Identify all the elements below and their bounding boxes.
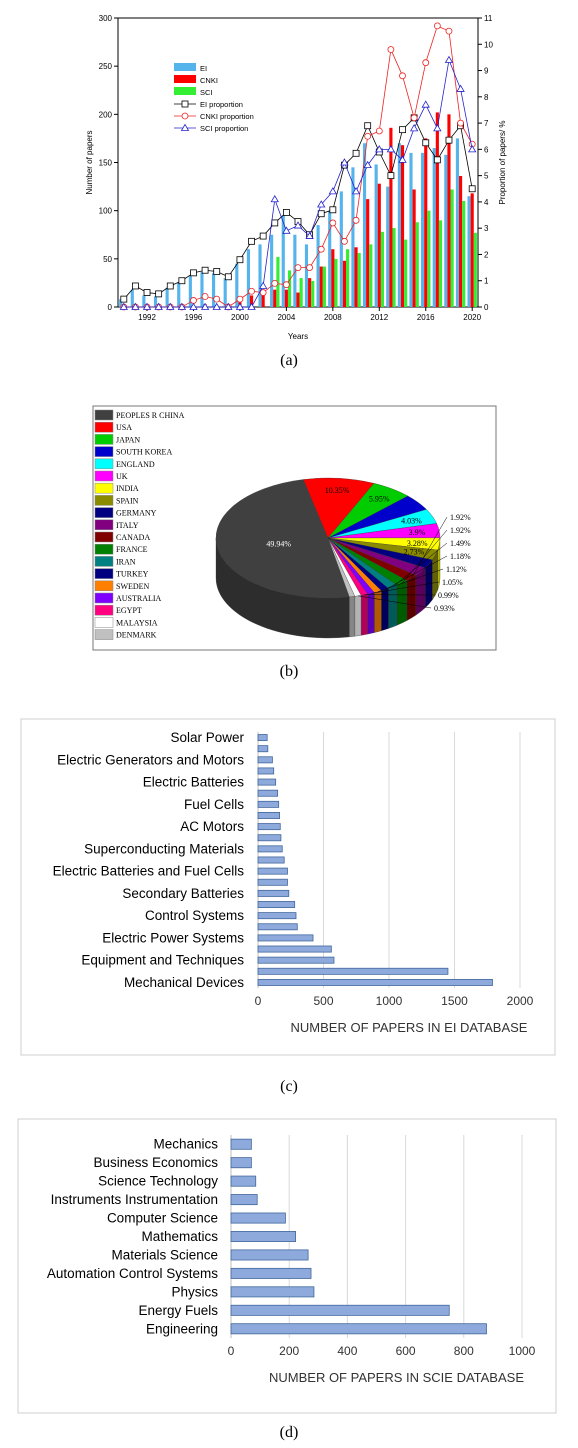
pie-label-france: 1.92% bbox=[450, 526, 471, 535]
marker-square bbox=[469, 186, 475, 192]
bar-cnki bbox=[343, 261, 346, 307]
line-ei-proportion bbox=[124, 118, 472, 299]
x-tick-label-a: 2008 bbox=[323, 313, 342, 322]
legend-label-a: CNKI proportion bbox=[200, 112, 254, 121]
bar-ei bbox=[317, 225, 320, 307]
legend-label-b: TURKEY bbox=[116, 569, 149, 579]
bar-sci bbox=[381, 232, 384, 307]
bar-ei bbox=[258, 244, 261, 307]
legend-swatch-b bbox=[95, 630, 113, 640]
bar-cnki bbox=[285, 290, 288, 307]
bar bbox=[258, 946, 331, 952]
marker-circle bbox=[341, 238, 347, 244]
bar bbox=[231, 1250, 308, 1260]
category-label: Solar Power bbox=[170, 730, 244, 746]
marker-square bbox=[446, 137, 452, 143]
marker-triangle bbox=[457, 85, 464, 91]
bar-cnki bbox=[471, 193, 474, 307]
category-label: Computer Science bbox=[106, 1210, 218, 1226]
marker-square bbox=[249, 238, 255, 244]
pie-label-egypt: 0.99% bbox=[438, 591, 459, 600]
category-label: Equipment and Techniques bbox=[81, 952, 244, 968]
bar-cnki bbox=[308, 278, 311, 307]
legend-swatch-b bbox=[95, 508, 113, 518]
category-label: Fuel Cells bbox=[183, 796, 244, 812]
marker-triangle bbox=[469, 146, 476, 152]
x-tick-label-a: 2004 bbox=[277, 313, 296, 322]
y2-tick-label-a: 1 bbox=[484, 276, 489, 286]
legend-swatch-b bbox=[95, 471, 113, 481]
x-tick-label: 1500 bbox=[441, 994, 468, 1008]
x-tick-label: 1000 bbox=[508, 1344, 536, 1358]
legend-marker-triangle bbox=[182, 125, 189, 131]
category-label: Physics bbox=[171, 1284, 218, 1300]
bar-sci bbox=[416, 222, 419, 307]
y2-tick-label-a: 0 bbox=[484, 303, 489, 312]
caption-d: (d) bbox=[279, 1424, 299, 1441]
bar-cnki bbox=[320, 267, 323, 307]
bar-ei bbox=[386, 187, 389, 307]
bar-ei bbox=[340, 191, 343, 307]
bar-ei bbox=[305, 244, 308, 307]
bar bbox=[258, 801, 279, 807]
y2-tick-label-a: 10 bbox=[484, 40, 493, 50]
legend-label-b: FRANCE bbox=[116, 545, 148, 555]
legend-label-a: EI bbox=[200, 64, 208, 73]
bar bbox=[231, 1213, 285, 1223]
bar bbox=[258, 779, 276, 785]
bar-sci bbox=[288, 270, 291, 307]
x-tick-label: 0 bbox=[254, 994, 262, 1008]
y-tick-label-a: 150 bbox=[98, 158, 112, 168]
bar bbox=[258, 835, 281, 841]
x-tick-label-a: 1996 bbox=[184, 313, 203, 322]
category-label: Automation Control Systems bbox=[46, 1265, 218, 1281]
y-tick-label-a: 250 bbox=[98, 62, 112, 72]
y2-tick-label-a: 2 bbox=[484, 250, 489, 260]
bar-cnki bbox=[378, 184, 381, 307]
legend-swatch-b bbox=[95, 459, 113, 469]
y2-tick-label-a: 8 bbox=[484, 92, 489, 102]
pie-label-spain: 2.73% bbox=[403, 547, 425, 557]
marker-circle bbox=[202, 293, 208, 299]
bar bbox=[258, 924, 297, 930]
pie-label-canada: 1.92% bbox=[450, 513, 471, 522]
bar-ei bbox=[375, 164, 378, 307]
marker-square bbox=[190, 270, 196, 276]
bar-ei bbox=[421, 153, 424, 307]
legend-label-a: SCI bbox=[200, 88, 213, 97]
x-tick-label: 2000 bbox=[506, 994, 534, 1008]
bar bbox=[258, 735, 267, 741]
bar-ei bbox=[270, 235, 273, 307]
bar-ei bbox=[409, 153, 412, 307]
bar bbox=[258, 746, 268, 752]
bar-sci bbox=[346, 249, 349, 307]
y2-tick-label-a: 5 bbox=[484, 171, 489, 181]
category-label: Materials Science bbox=[111, 1247, 218, 1263]
marker-circle bbox=[411, 115, 417, 121]
y2-tick-label-a: 7 bbox=[484, 119, 489, 129]
legend-swatch-b bbox=[95, 434, 113, 444]
legend-swatch-b bbox=[95, 593, 113, 603]
y2-axis-label-a: Proportion of papers/ % bbox=[498, 120, 507, 205]
x-tick-label-a: 1992 bbox=[138, 313, 156, 322]
marker-square bbox=[353, 150, 359, 156]
legend-swatch-b bbox=[95, 581, 113, 591]
pie-side-denmark bbox=[349, 596, 354, 637]
y2-tick-label-a: 11 bbox=[484, 14, 493, 23]
bar bbox=[258, 890, 289, 896]
chart-c-frame bbox=[21, 719, 555, 1055]
legend-label-b: GERMANY bbox=[116, 508, 157, 518]
pie-label-usa: 10.35% bbox=[324, 486, 350, 496]
bar bbox=[258, 846, 282, 852]
legend-label-b: EGYPT bbox=[116, 606, 142, 616]
legend-label-a: EI proportion bbox=[200, 100, 243, 109]
category-label: Electric Batteries bbox=[142, 774, 244, 790]
pie-side-canada bbox=[407, 575, 416, 620]
y-tick-label-a: 300 bbox=[98, 14, 112, 23]
marker-circle bbox=[376, 128, 382, 134]
bar-sci bbox=[404, 240, 407, 307]
bar bbox=[258, 957, 334, 963]
bar bbox=[258, 768, 274, 774]
x-tick-label: 400 bbox=[337, 1344, 358, 1358]
caption-b: (b) bbox=[279, 663, 299, 680]
legend-swatch-b bbox=[95, 532, 113, 542]
legend-label-a: SCI proportion bbox=[200, 124, 249, 133]
legend-label-a: CNKI bbox=[200, 76, 218, 85]
bar bbox=[231, 1176, 256, 1186]
pie-label-malaysia: 0.93% bbox=[434, 604, 455, 613]
marker-circle bbox=[388, 47, 394, 53]
bar bbox=[258, 879, 287, 885]
y-tick-label-a: 0 bbox=[107, 303, 112, 312]
bar-ei bbox=[224, 278, 227, 307]
y-tick-label-a: 50 bbox=[103, 254, 112, 264]
legend-swatch-b bbox=[95, 520, 113, 530]
legend-label-b: MALAYSIA bbox=[116, 618, 158, 628]
y-axis-label-a: Number of papers bbox=[85, 130, 94, 195]
pie-label-australia: 1.05% bbox=[442, 578, 463, 587]
legend-swatch-ei bbox=[174, 63, 196, 71]
bar-sci bbox=[462, 201, 465, 307]
marker-square bbox=[330, 207, 336, 213]
bar bbox=[231, 1287, 314, 1297]
bar-ei bbox=[433, 148, 436, 307]
marker-square bbox=[202, 267, 208, 273]
bar-cnki bbox=[401, 145, 404, 307]
bar-ei bbox=[456, 138, 459, 307]
marker-circle bbox=[353, 217, 359, 223]
bar bbox=[258, 968, 448, 974]
legend-label-b: JAPAN bbox=[116, 435, 141, 445]
bar-ei bbox=[247, 249, 250, 307]
bar bbox=[258, 979, 492, 985]
marker-triangle bbox=[329, 188, 336, 194]
x-tick-label-a: 2012 bbox=[370, 313, 389, 322]
marker-circle bbox=[434, 23, 440, 29]
category-label: Secondary Batteries bbox=[122, 885, 244, 901]
marker-circle bbox=[249, 288, 255, 294]
marker-square bbox=[225, 274, 231, 280]
legend-marker-square bbox=[182, 101, 188, 107]
bar-sci bbox=[311, 281, 314, 307]
legend-label-b: PEOPLES R CHINA bbox=[116, 411, 185, 420]
bar-ei bbox=[212, 273, 215, 307]
legend-swatch-b bbox=[95, 556, 113, 566]
bar-cnki bbox=[436, 112, 439, 307]
marker-circle bbox=[318, 246, 324, 252]
bar-ei bbox=[467, 196, 470, 307]
marker-circle bbox=[423, 60, 429, 66]
bar-ei bbox=[282, 215, 285, 307]
bar-cnki bbox=[413, 189, 416, 307]
bar bbox=[258, 913, 296, 919]
x-tick-label: 1000 bbox=[375, 994, 403, 1008]
y2-tick-label-a: 3 bbox=[484, 224, 489, 234]
bar-sci bbox=[323, 267, 326, 307]
legend-swatch-sci bbox=[174, 87, 196, 95]
chart-a-plot bbox=[85, 14, 507, 341]
bar bbox=[231, 1324, 486, 1334]
legend-swatch-b bbox=[95, 495, 113, 505]
bar-cnki bbox=[331, 249, 334, 307]
bar bbox=[258, 935, 313, 941]
category-label: AC Motors bbox=[180, 819, 244, 835]
bar-sci bbox=[358, 253, 361, 307]
legend-swatch-b bbox=[95, 569, 113, 579]
pie-side-australia bbox=[368, 593, 375, 635]
chart-d bbox=[0, 1110, 578, 1420]
pie-side-egypt bbox=[361, 594, 368, 635]
marker-square bbox=[283, 209, 289, 215]
y2-tick-label-a: 9 bbox=[484, 66, 489, 76]
y-tick-label-a: 200 bbox=[98, 110, 112, 120]
legend-label-b: SPAIN bbox=[116, 496, 139, 506]
marker-square bbox=[272, 220, 278, 226]
bar-ei bbox=[166, 288, 169, 307]
pie-label-japan: 5.95% bbox=[368, 494, 390, 504]
legend-label-b: DENMARK bbox=[116, 630, 157, 640]
x-tick-label: 0 bbox=[227, 1344, 235, 1358]
bar bbox=[231, 1158, 251, 1168]
bar bbox=[258, 901, 295, 907]
marker-square bbox=[434, 157, 440, 163]
x-tick-label: 200 bbox=[279, 1344, 300, 1358]
legend-label-b: IRAN bbox=[116, 557, 136, 567]
bar-sci bbox=[427, 211, 430, 307]
category-label: Superconducting Materials bbox=[84, 841, 244, 857]
marker-circle bbox=[365, 133, 371, 139]
marker-square bbox=[214, 269, 220, 275]
pie-side-iran bbox=[388, 585, 396, 628]
marker-triangle bbox=[445, 57, 452, 63]
bar-ei bbox=[200, 272, 203, 307]
marker-circle bbox=[295, 265, 301, 271]
legend-swatch-b bbox=[95, 447, 113, 457]
legend-label-b: AUSTRALIA bbox=[116, 594, 162, 603]
marker-square bbox=[167, 283, 173, 289]
caption-c: (c) bbox=[280, 1078, 298, 1095]
bar-cnki bbox=[262, 295, 265, 307]
legend-label-b: USA bbox=[116, 423, 133, 433]
legend-label-b: SWEDEN bbox=[116, 581, 150, 591]
bar bbox=[231, 1231, 296, 1241]
bar-sci bbox=[474, 233, 477, 307]
bar-sci bbox=[439, 220, 442, 307]
category-label: Engineering bbox=[145, 1321, 218, 1337]
marker-circle bbox=[330, 220, 336, 226]
chart-b bbox=[0, 398, 578, 658]
legend-swatch-b bbox=[95, 422, 113, 432]
bar-sci bbox=[451, 189, 454, 307]
bar-cnki bbox=[389, 128, 392, 307]
marker-triangle bbox=[271, 196, 278, 202]
legend-label-b: ITALY bbox=[116, 520, 139, 530]
marker-square bbox=[237, 257, 243, 263]
pie-side-italy bbox=[416, 568, 425, 615]
marker-square bbox=[400, 127, 406, 133]
legend-label-b: SOUTH KOREA bbox=[116, 447, 173, 457]
legend-label-b: INDIA bbox=[116, 484, 139, 494]
bar-sci bbox=[369, 244, 372, 307]
marker-square bbox=[179, 278, 185, 284]
marker-square bbox=[388, 173, 394, 179]
marker-circle bbox=[400, 73, 406, 79]
category-label: Instruments Instrumentation bbox=[50, 1192, 218, 1208]
pie-label-england: 4.03% bbox=[401, 516, 422, 526]
marker-square bbox=[423, 140, 429, 146]
chart-c bbox=[0, 710, 578, 1065]
bar-cnki bbox=[273, 290, 276, 307]
bar bbox=[258, 812, 280, 818]
x-tick-label-a: 2000 bbox=[231, 313, 249, 322]
marker-square bbox=[260, 233, 266, 239]
pie-side-malaysia bbox=[355, 595, 361, 636]
bar-ei bbox=[444, 155, 447, 307]
bar bbox=[231, 1305, 449, 1315]
x-axis-label: NUMBER OF PAPERS IN EI DATABASE bbox=[290, 1020, 528, 1035]
y2-tick-label-a: 6 bbox=[484, 145, 489, 155]
x-tick-label: 600 bbox=[395, 1344, 416, 1358]
category-label: Electric Power Systems bbox=[102, 930, 244, 946]
marker-circle bbox=[283, 282, 289, 288]
marker-circle bbox=[214, 296, 220, 302]
bar bbox=[258, 868, 287, 874]
marker-circle bbox=[446, 28, 452, 34]
category-label: Electric Batteries and Fuel Cells bbox=[52, 863, 244, 879]
marker-square bbox=[156, 291, 162, 297]
marker-triangle bbox=[411, 125, 418, 131]
x-tick-label: 500 bbox=[313, 994, 334, 1008]
legend-marker-circle bbox=[182, 113, 188, 119]
legend-label-b: ENGLAND bbox=[116, 459, 155, 469]
bar-sci bbox=[392, 228, 395, 307]
legend-swatch-b bbox=[95, 544, 113, 554]
pie-label-iran: 1.49% bbox=[450, 539, 471, 548]
legend-label-b: CANADA bbox=[116, 533, 151, 542]
marker-circle bbox=[458, 120, 464, 126]
marker-circle bbox=[272, 280, 278, 286]
marker-square bbox=[144, 290, 150, 296]
x-tick-label: 800 bbox=[453, 1344, 474, 1358]
category-label: Business Economics bbox=[93, 1155, 218, 1171]
pie-side-sweden bbox=[374, 591, 381, 633]
marker-triangle bbox=[434, 125, 441, 131]
marker-circle bbox=[237, 296, 243, 302]
category-label: Energy Fuels bbox=[138, 1302, 218, 1318]
bar-cnki bbox=[424, 138, 427, 307]
legend-swatch-b bbox=[95, 483, 113, 493]
bar bbox=[258, 824, 280, 830]
bar-sci bbox=[300, 278, 303, 307]
bar-cnki bbox=[459, 176, 462, 307]
bar bbox=[258, 757, 272, 763]
category-label: Science Technology bbox=[98, 1173, 218, 1189]
bar-ei bbox=[177, 283, 180, 307]
marker-square bbox=[121, 296, 127, 302]
pie-label-sweden: 1.12% bbox=[446, 565, 467, 574]
marker-circle bbox=[307, 265, 313, 271]
pie-label-uk: 3.9% bbox=[408, 528, 426, 538]
bar-ei bbox=[398, 143, 401, 307]
bar bbox=[231, 1195, 257, 1205]
legend-swatch-cnki bbox=[174, 75, 196, 83]
x-axis-label-a: Years bbox=[287, 332, 309, 341]
pie-label-india: 3.28% bbox=[406, 538, 428, 548]
bar-cnki bbox=[296, 293, 299, 307]
marker-square bbox=[132, 283, 138, 289]
x-axis-label: NUMBER OF PAPERS IN SCIE DATABASE bbox=[269, 1370, 524, 1385]
y2-tick-label-a: 4 bbox=[484, 197, 489, 207]
chart-a bbox=[0, 0, 578, 345]
pie-label-peoples-r-china: 49.94% bbox=[266, 539, 292, 549]
bar-sci bbox=[334, 259, 337, 307]
bar-ei bbox=[351, 167, 354, 307]
pie-label-turkey: 1.18% bbox=[450, 552, 471, 561]
marker-square bbox=[365, 123, 371, 129]
caption-a: (a) bbox=[280, 352, 298, 369]
marker-triangle bbox=[387, 146, 394, 152]
bar bbox=[258, 790, 278, 796]
legend-swatch-b bbox=[95, 605, 113, 615]
bar-cnki bbox=[354, 247, 357, 307]
y-tick-label-a: 100 bbox=[98, 206, 112, 216]
x-tick-label-a: 2016 bbox=[416, 313, 435, 322]
bar-cnki bbox=[366, 199, 369, 307]
marker-circle bbox=[190, 297, 196, 303]
category-label: Control Systems bbox=[144, 908, 244, 924]
bar bbox=[231, 1268, 311, 1278]
x-tick-label-a: 2020 bbox=[463, 313, 482, 322]
marker-triangle bbox=[422, 101, 429, 107]
bar bbox=[231, 1139, 251, 1149]
legend-swatch-b bbox=[95, 617, 113, 627]
marker-square bbox=[318, 211, 324, 217]
category-label: Mechanical Devices bbox=[123, 974, 244, 990]
category-label: Mechanics bbox=[153, 1136, 218, 1152]
category-label: Mathematics bbox=[141, 1229, 218, 1244]
legend-swatch-b bbox=[95, 410, 113, 420]
category-label: Electric Generators and Motors bbox=[57, 752, 244, 768]
legend-label-b: UK bbox=[116, 472, 128, 481]
bar bbox=[258, 857, 284, 863]
